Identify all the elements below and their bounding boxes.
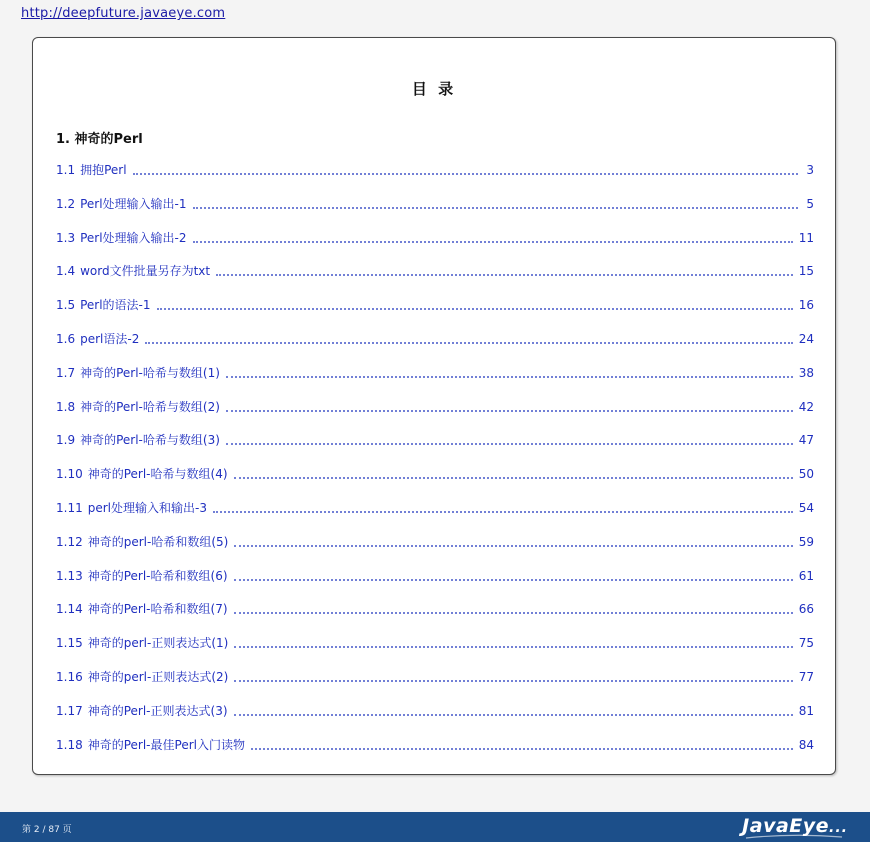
toc-entry-title[interactable]: word文件批量另存为txt — [80, 264, 211, 279]
toc-leader-dots — [234, 534, 792, 547]
toc-leader-dots — [145, 331, 792, 344]
toc-leader-dots — [226, 432, 793, 445]
toc-leader-dots — [234, 601, 793, 614]
toc-entry[interactable] — [56, 297, 814, 331]
toc-leader-dots — [234, 466, 793, 479]
page-indicator: 第 2 / 87 页 — [22, 825, 72, 835]
toc-entry-page[interactable]: 50 — [798, 467, 814, 482]
toc-entry[interactable] — [56, 534, 814, 568]
toc-entry-number: 1.17 — [56, 703, 83, 718]
toc-entry[interactable] — [56, 399, 814, 433]
toc-entry[interactable] — [56, 635, 814, 669]
toc-entry-page[interactable]: 66 — [798, 602, 814, 617]
toc-leader-dots — [234, 669, 792, 682]
toc-leader-dots — [193, 196, 798, 209]
site-url-link[interactable]: http://deepfuture.javaeye.com — [21, 6, 226, 21]
document-page — [32, 37, 836, 775]
logo-swoosh-icon — [744, 834, 844, 840]
toc-leader-dots — [133, 162, 798, 175]
toc-list — [56, 162, 814, 770]
toc-entry[interactable] — [56, 365, 814, 399]
toc-entry-title[interactable]: 神奇的Perl-哈希与数组(3) — [80, 433, 220, 448]
toc-entry-number: 1.8 — [56, 399, 76, 414]
toc-entry-page[interactable]: 42 — [798, 399, 814, 414]
toc-entry-page[interactable]: 11 — [798, 230, 814, 245]
toc-entry-number: 1.2 — [56, 196, 76, 211]
toc-entry[interactable] — [56, 196, 814, 230]
toc-leader-dots — [193, 230, 793, 243]
toc-entry-title[interactable]: 神奇的Perl-哈希和数组(6) — [87, 568, 228, 583]
toc-title: 目 录 — [411, 80, 457, 98]
top-bar — [0, 0, 870, 30]
toc-entry-number: 1.9 — [56, 433, 76, 448]
toc-entry-title[interactable]: Perl的语法-1 — [80, 298, 151, 313]
toc-leader-dots — [226, 399, 793, 412]
toc-entry-number: 1.12 — [56, 534, 83, 549]
logo-dots: ... — [829, 820, 848, 836]
toc-entry-page[interactable]: 61 — [798, 568, 814, 583]
toc-entry-page[interactable]: 16 — [798, 298, 814, 313]
toc-entry-number: 1.10 — [56, 467, 83, 482]
toc-entry[interactable] — [56, 568, 814, 602]
toc-entry-page[interactable]: 54 — [798, 500, 814, 515]
toc-entry[interactable] — [56, 669, 814, 703]
toc-entry-page[interactable]: 59 — [798, 534, 814, 549]
toc-entry-number: 1.14 — [56, 602, 83, 617]
toc-entry[interactable] — [56, 500, 814, 534]
toc-entry-page[interactable]: 5 — [806, 196, 814, 211]
toc-entry-title[interactable]: 神奇的Perl-哈希与数组(1) — [80, 365, 220, 380]
toc-entry-title[interactable]: perl处理输入和输出-3 — [87, 500, 207, 515]
toc-entry-title[interactable]: 神奇的Perl-最佳Perl入门读物 — [87, 737, 245, 752]
toc-leader-dots — [234, 568, 793, 581]
toc-entry-title[interactable]: Perl处理输入输出-2 — [80, 230, 187, 245]
toc-entry-number: 1.4 — [56, 264, 76, 279]
toc-entry[interactable] — [56, 466, 814, 500]
toc-entry-title[interactable]: 拥抱Perl — [80, 163, 127, 177]
toc-entry-title[interactable]: Perl处理输入输出-1 — [80, 196, 187, 211]
toc-entry[interactable] — [56, 263, 814, 297]
toc-entry[interactable] — [56, 601, 814, 635]
toc-entry-title[interactable]: 神奇的perl-正则表达式(1) — [87, 636, 229, 651]
toc-entry[interactable] — [56, 331, 814, 365]
toc-leader-dots — [157, 297, 793, 310]
toc-leader-dots — [234, 703, 793, 716]
toc-entry[interactable] — [56, 737, 814, 771]
toc-entry-number: 1.6 — [56, 331, 76, 346]
toc-leader-dots — [213, 500, 793, 513]
footer-bar — [0, 812, 870, 842]
toc-entry[interactable] — [56, 162, 814, 196]
toc-entry-title[interactable]: 神奇的perl-哈希和数组(5) — [87, 534, 229, 549]
toc-entry-page[interactable]: 77 — [798, 669, 814, 684]
toc-entry-page[interactable]: 38 — [798, 365, 814, 380]
toc-entry-number: 1.11 — [56, 500, 83, 515]
toc-entry-page[interactable]: 47 — [798, 433, 814, 448]
toc-entry-page[interactable]: 84 — [798, 737, 814, 752]
toc-entry[interactable] — [56, 432, 814, 466]
toc-entry-title[interactable]: 神奇的Perl-哈希和数组(7) — [87, 602, 228, 617]
toc-entry-number: 1.7 — [56, 365, 76, 380]
toc-entry-title[interactable]: 神奇的Perl-哈希与数组(4) — [87, 467, 228, 482]
toc-entry-title[interactable]: 神奇的Perl-正则表达式(3) — [87, 703, 228, 718]
toc-entry-page[interactable]: 15 — [798, 264, 814, 279]
chapter-heading: 1. 神奇的Perl — [56, 132, 143, 147]
toc-leader-dots — [216, 263, 793, 276]
toc-entry[interactable] — [56, 703, 814, 737]
toc-entry-page[interactable]: 3 — [806, 163, 814, 177]
toc-entry-number: 1.16 — [56, 669, 83, 684]
toc-entry-number: 1.13 — [56, 568, 83, 583]
toc-entry-page[interactable]: 24 — [798, 331, 814, 346]
toc-entry-title[interactable]: 神奇的Perl-哈希与数组(2) — [80, 399, 220, 414]
toc-entry-number: 1.15 — [56, 636, 83, 651]
toc-entry-page[interactable]: 81 — [798, 703, 814, 718]
toc-leader-dots — [234, 635, 792, 648]
toc-entry-title[interactable]: perl语法-2 — [80, 331, 140, 346]
toc-leader-dots — [226, 365, 793, 378]
toc-entry-page[interactable]: 75 — [798, 636, 814, 651]
toc-entry-number: 1.5 — [56, 298, 76, 313]
toc-entry-number: 1.3 — [56, 230, 76, 245]
toc-entry-title[interactable]: 神奇的perl-正则表达式(2) — [87, 669, 229, 684]
toc-entry-number: 1.1 — [56, 163, 76, 177]
toc-entry-number: 1.18 — [56, 737, 83, 752]
toc-leader-dots — [251, 737, 793, 750]
toc-entry[interactable] — [56, 230, 814, 264]
logo-text: JavaEye — [742, 815, 830, 837]
